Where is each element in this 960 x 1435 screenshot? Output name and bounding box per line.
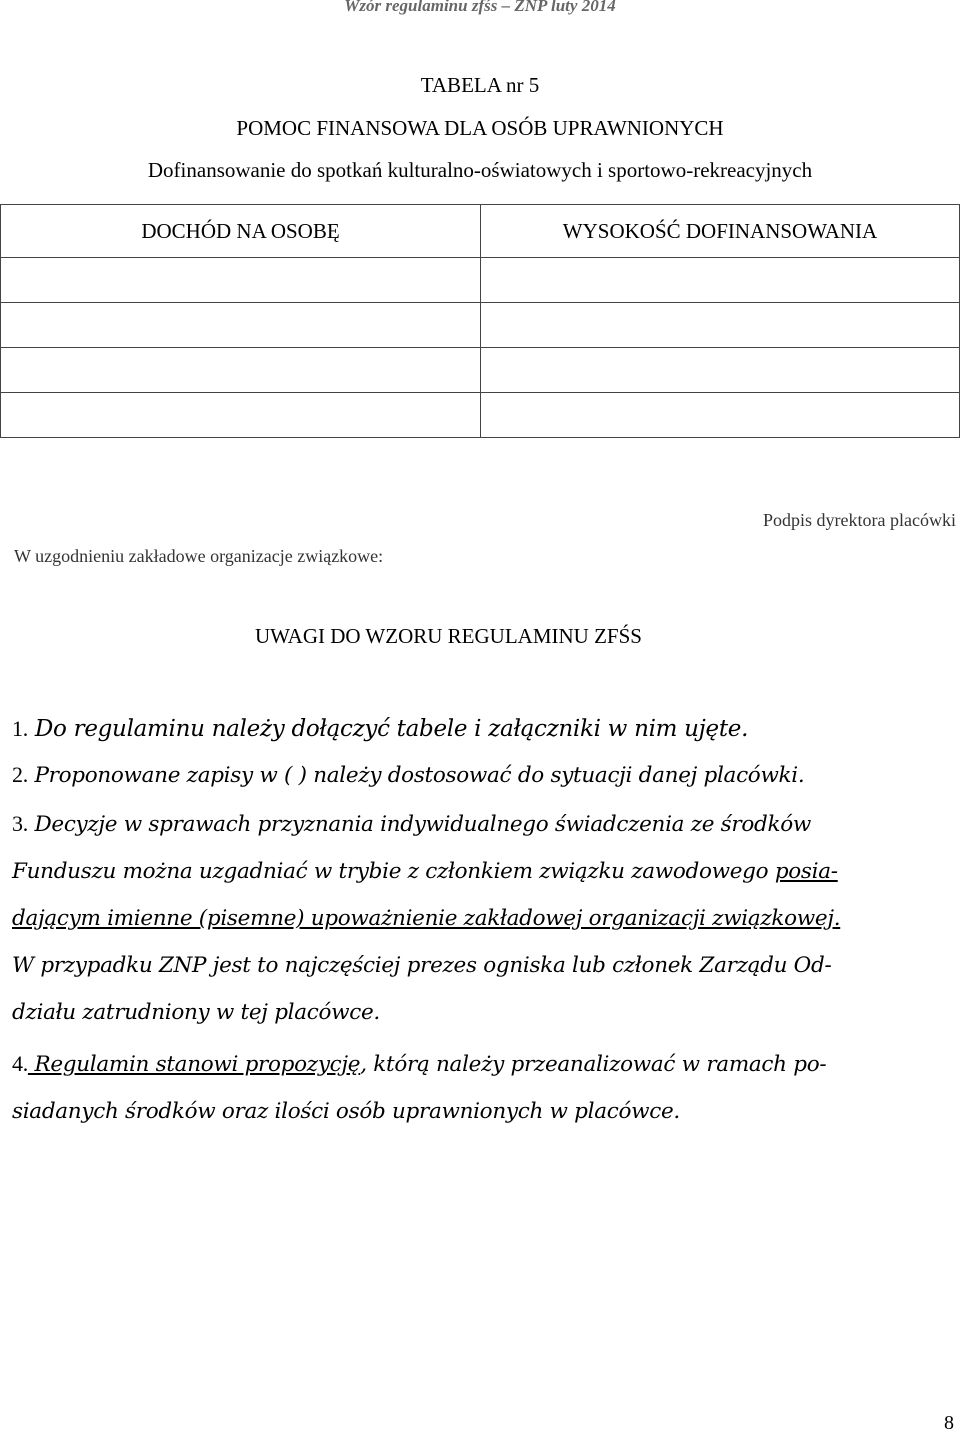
table-subtitle: Dofinansowanie do spotkań kulturalno-oświatowych i sportowo-rekreacyjnych — [147, 158, 813, 182]
notes-section-title: UWAGI DO WZORU REGULAMINU ZFŚS — [255, 624, 642, 648]
note-line — [12, 1040, 957, 1088]
note-number: 1. — [12, 716, 28, 741]
note-text-underlined: posia- — [774, 859, 838, 884]
note-line-underlined: dającym imienne (pisemne) upoważnienie zakładowej organizacji związkowej. — [12, 906, 841, 931]
column-header-income: DOCHÓD NA OSOBĘ — [1, 205, 481, 258]
table-row — [1, 393, 960, 438]
note-text-underlined: Regulamin stanowi propozycję — [27, 1052, 361, 1077]
table-cell-subsidy — [481, 348, 960, 393]
note-number: 2. — [12, 762, 28, 787]
note-text: Proponowane zapisy w ( ) należy dostosować do sytuacji danej placówki. — [34, 763, 805, 788]
note-text: , którą należy przeanalizować w ramach po- — [360, 1052, 827, 1077]
note-text: Do regulaminu należy dołączyć tabele i załączniki w nim ujęte. — [34, 716, 749, 742]
document-header-note: Wzór regulaminu zfśs – ZNP luty 2014 — [344, 0, 616, 15]
table-cell-income — [1, 303, 481, 348]
table-number-title: TABELA nr 5 — [420, 73, 540, 97]
financial-aid-table — [0, 204, 960, 438]
table-cell-income — [1, 393, 481, 438]
note-number: 4. — [12, 1051, 28, 1076]
table-row — [1, 303, 960, 348]
note-text: Funduszu można uzgadniać w trybie z członkiem związku zawodowego — [12, 859, 775, 884]
note-line: działu zatrudniony w tej placówce. — [12, 1000, 380, 1025]
table-cell-subsidy — [481, 303, 960, 348]
note-line — [12, 848, 957, 895]
table-row — [1, 348, 960, 393]
note-line: W przypadku ZNP jest to najczęściej prezes ogniska lub członek Zarządu Od- — [12, 953, 832, 978]
note-item-3 — [12, 800, 957, 1036]
union-agreement-label: W uzgodnieniu zakładowe organizacje związkowe: — [14, 546, 384, 566]
note-item-1 — [12, 705, 748, 753]
table-header-row — [1, 205, 960, 258]
director-signature-label: Podpis dyrektora placówki — [763, 510, 956, 530]
note-line — [12, 800, 957, 848]
table-row — [1, 258, 960, 303]
table-main-title: POMOC FINANSOWA DLA OSÓB UPRAWNIONYCH — [236, 116, 724, 140]
note-item-2 — [12, 751, 804, 799]
page-number: 8 — [944, 1412, 954, 1434]
note-number: 3. — [12, 811, 28, 836]
table-cell-subsidy — [481, 393, 960, 438]
table-cell-income — [1, 348, 481, 393]
table-cell-income — [1, 258, 481, 303]
note-line: siadanych środków oraz ilości osób uprawnionych w placówce. — [12, 1099, 680, 1124]
note-text: Decyzje w sprawach przyznania indywidualnego świadczenia ze środków — [34, 812, 811, 837]
note-item-4 — [12, 1040, 957, 1135]
column-header-subsidy: WYSOKOŚĆ DOFINANSOWANIA — [481, 205, 960, 258]
table-cell-subsidy — [481, 258, 960, 303]
